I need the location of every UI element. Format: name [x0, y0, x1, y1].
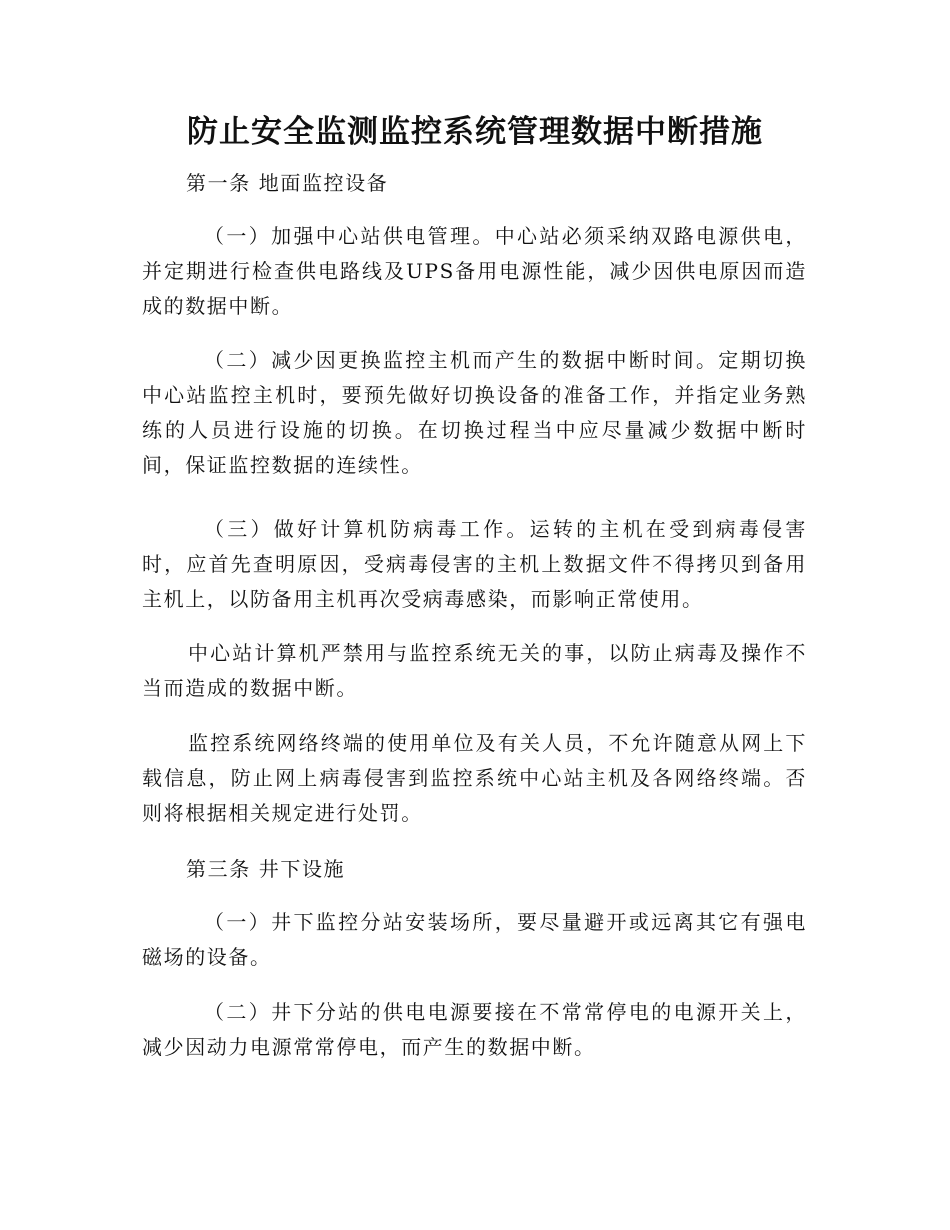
- section-3-paragraph-1: （一）井下监控分站安装场所，要尽量避开或远离其它有强电磁场的设备。: [142, 910, 807, 969]
- section-1-paragraph-5: 监控系统网络终端的使用单位及有关人员，不允许随意从网上下载信息，防止网上病毒侵害到监控系统中心站主机及各网络终端。否则将根据相关规定进行处罚。: [142, 731, 807, 825]
- section-1-paragraph-1: （一）加强中心站供电管理。中心站必须采纳双路电源供电，并定期进行检查供电路线及UPS备用电源性能，减少因供电原因而造成的数据中断。: [142, 224, 807, 318]
- section-1-paragraph-4: 中心站计算机严禁用与监控系统无关的事，以防止病毒及操作不当而造成的数据中断。: [142, 641, 807, 700]
- document-title: 防止安全监测监控系统管理数据中断措施: [187, 114, 763, 150]
- section-1-paragraph-3: （三）做好计算机防病毒工作。运转的主机在受到病毒侵害时，应首先查明原因，受病毒侵害的主机上数据文件不得拷贝到备用主机上，以防备用主机再次受病毒感染，而影响正常使用。: [142, 517, 807, 611]
- section-3-paragraph-2: （二）井下分站的供电电源要接在不常常停电的电源开关上，减少因动力电源常常停电，而产生的数据中断。: [142, 1000, 807, 1059]
- section-1-heading: 第一条 地面监控设备: [186, 171, 389, 195]
- section-1-paragraph-2: （二）减少因更换监控主机而产生的数据中断时间。定期切换中心站监控主机时，要预先做好切换设备的准备工作，并指定业务熟练的人员进行设施的切换。在切换过程当中应尽量减少数据中断时间，保证监控数据的连续性。: [142, 348, 807, 477]
- section-3-heading: 第三条 井下设施: [186, 857, 346, 881]
